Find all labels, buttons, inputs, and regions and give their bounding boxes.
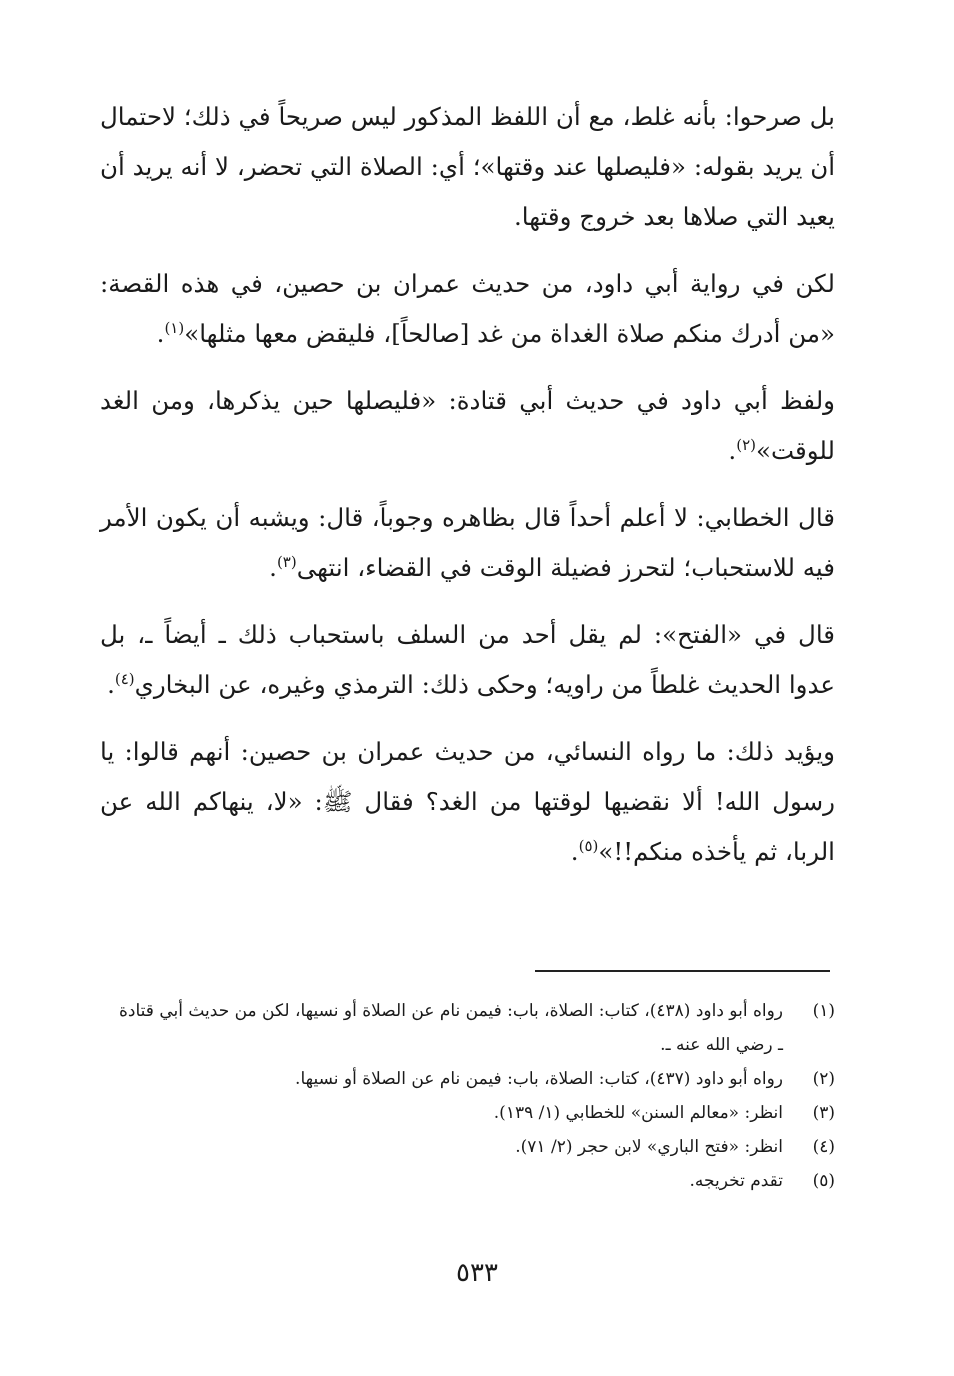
footnote-text: رواه أبو داود (٤٣٨)، كتاب: الصلاة، باب: فيمن نام عن الصلاة أو نسيها، لكن من حديث أبي قتادة ـ رضي الله عنه ـ. — [119, 1001, 783, 1055]
footnote-number: (٥) — [812, 1171, 835, 1191]
footnote-reference[interactable]: (٤) — [114, 669, 135, 688]
footnote-2 — [110, 1062, 835, 1096]
footnote-4 — [110, 1130, 835, 1164]
paragraph-end-mark: . — [156, 319, 165, 348]
footnote-number: (٤) — [812, 1137, 835, 1157]
main-text — [100, 92, 835, 894]
paragraph-end-mark: . — [570, 837, 579, 866]
footnote-number: (٢) — [812, 1069, 835, 1089]
paragraph-end-mark: . — [107, 670, 115, 699]
paragraph-1 — [100, 92, 835, 242]
paragraph-text: لكن في رواية أبي داود، من حديث عمران بن حصين، في هذه القصة: «من أدرك منكم صلاة الغداة من غد [صالحاً]، فليقض معها مثلها» — [100, 269, 835, 348]
footnote-reference[interactable]: (٥) — [578, 836, 599, 855]
paragraph-text: ويؤيد ذلك: ما رواه النسائي، من حديث عمران بن حصين: أنهم قالوا: يا رسول الله! ألا نقضيها لوقتها من الغد؟ فقال ﷺ: «لا، ينهاكم الله عن الربا، ثم يأخذه منكم!!» — [100, 737, 835, 866]
footnote-reference[interactable]: (٣) — [276, 552, 297, 571]
paragraph-text: ولفظ أبي داود في حديث أبي قتادة: «فليصلها حين يذكرها، ومن الغد للوقت» — [100, 386, 835, 465]
paragraph-end-mark: . — [728, 436, 737, 465]
footnote-text: تقدم تخريجه. — [689, 1171, 783, 1191]
footnote-text: انظر: «فتح الباري» لابن حجر (٢/ ٧١). — [515, 1137, 783, 1157]
footnote-number: (٣) — [812, 1103, 835, 1123]
paragraph-text: قال في «الفتح»: لم يقل أحد من السلف باستحباب ذلك ـ أيضاً ـ، بل عدوا الحديث غلطاً من راويه؛ وحكى ذلك: الترمذي وغيره، عن البخاري — [100, 620, 835, 699]
footnote-number: (١) — [812, 1001, 835, 1021]
paragraph-3 — [100, 376, 835, 476]
paragraph-6 — [100, 727, 835, 877]
paragraph-end-mark: . — [269, 553, 277, 582]
footnote-text: انظر: «معالم السنن» للخطابي (١/ ١٣٩). — [493, 1103, 783, 1123]
paragraph-4 — [100, 493, 835, 593]
footnote-3 — [110, 1096, 835, 1130]
footnote-reference[interactable]: (٢) — [736, 435, 756, 454]
footnote-5 — [110, 1164, 835, 1198]
footnote-text: رواه أبو داود (٤٣٧)، كتاب: الصلاة، باب: فيمن نام عن الصلاة أو نسيها. — [295, 1069, 783, 1089]
paragraph-5 — [100, 610, 835, 710]
page-number: ٥٣٣ — [456, 1258, 498, 1288]
paragraph-2 — [100, 259, 835, 359]
paragraph-text: بل صرحوا: بأنه غلط، مع أن اللفظ المذكور ليس صريحاً في ذلك؛ لاحتمال أن يريد بقوله: «فليصلها عند وقتها»؛ أي: الصلاة التي تحضر، لا أنه يريد أن يعيد التي صلاها بعد خروج وقتها. — [100, 102, 835, 231]
footnote-separator — [535, 970, 830, 972]
paragraph-text: قال الخطابي: لا أعلم أحداً قال بظاهره وجوباً، قال: ويشبه أن يكون الأمر فيه للاستحباب؛ لتحرز فضيلة الوقت في القضاء، انتهى — [100, 503, 835, 582]
footnote-reference[interactable]: (١) — [164, 318, 185, 337]
footnote-1 — [110, 994, 835, 1062]
footnotes — [110, 994, 835, 1198]
